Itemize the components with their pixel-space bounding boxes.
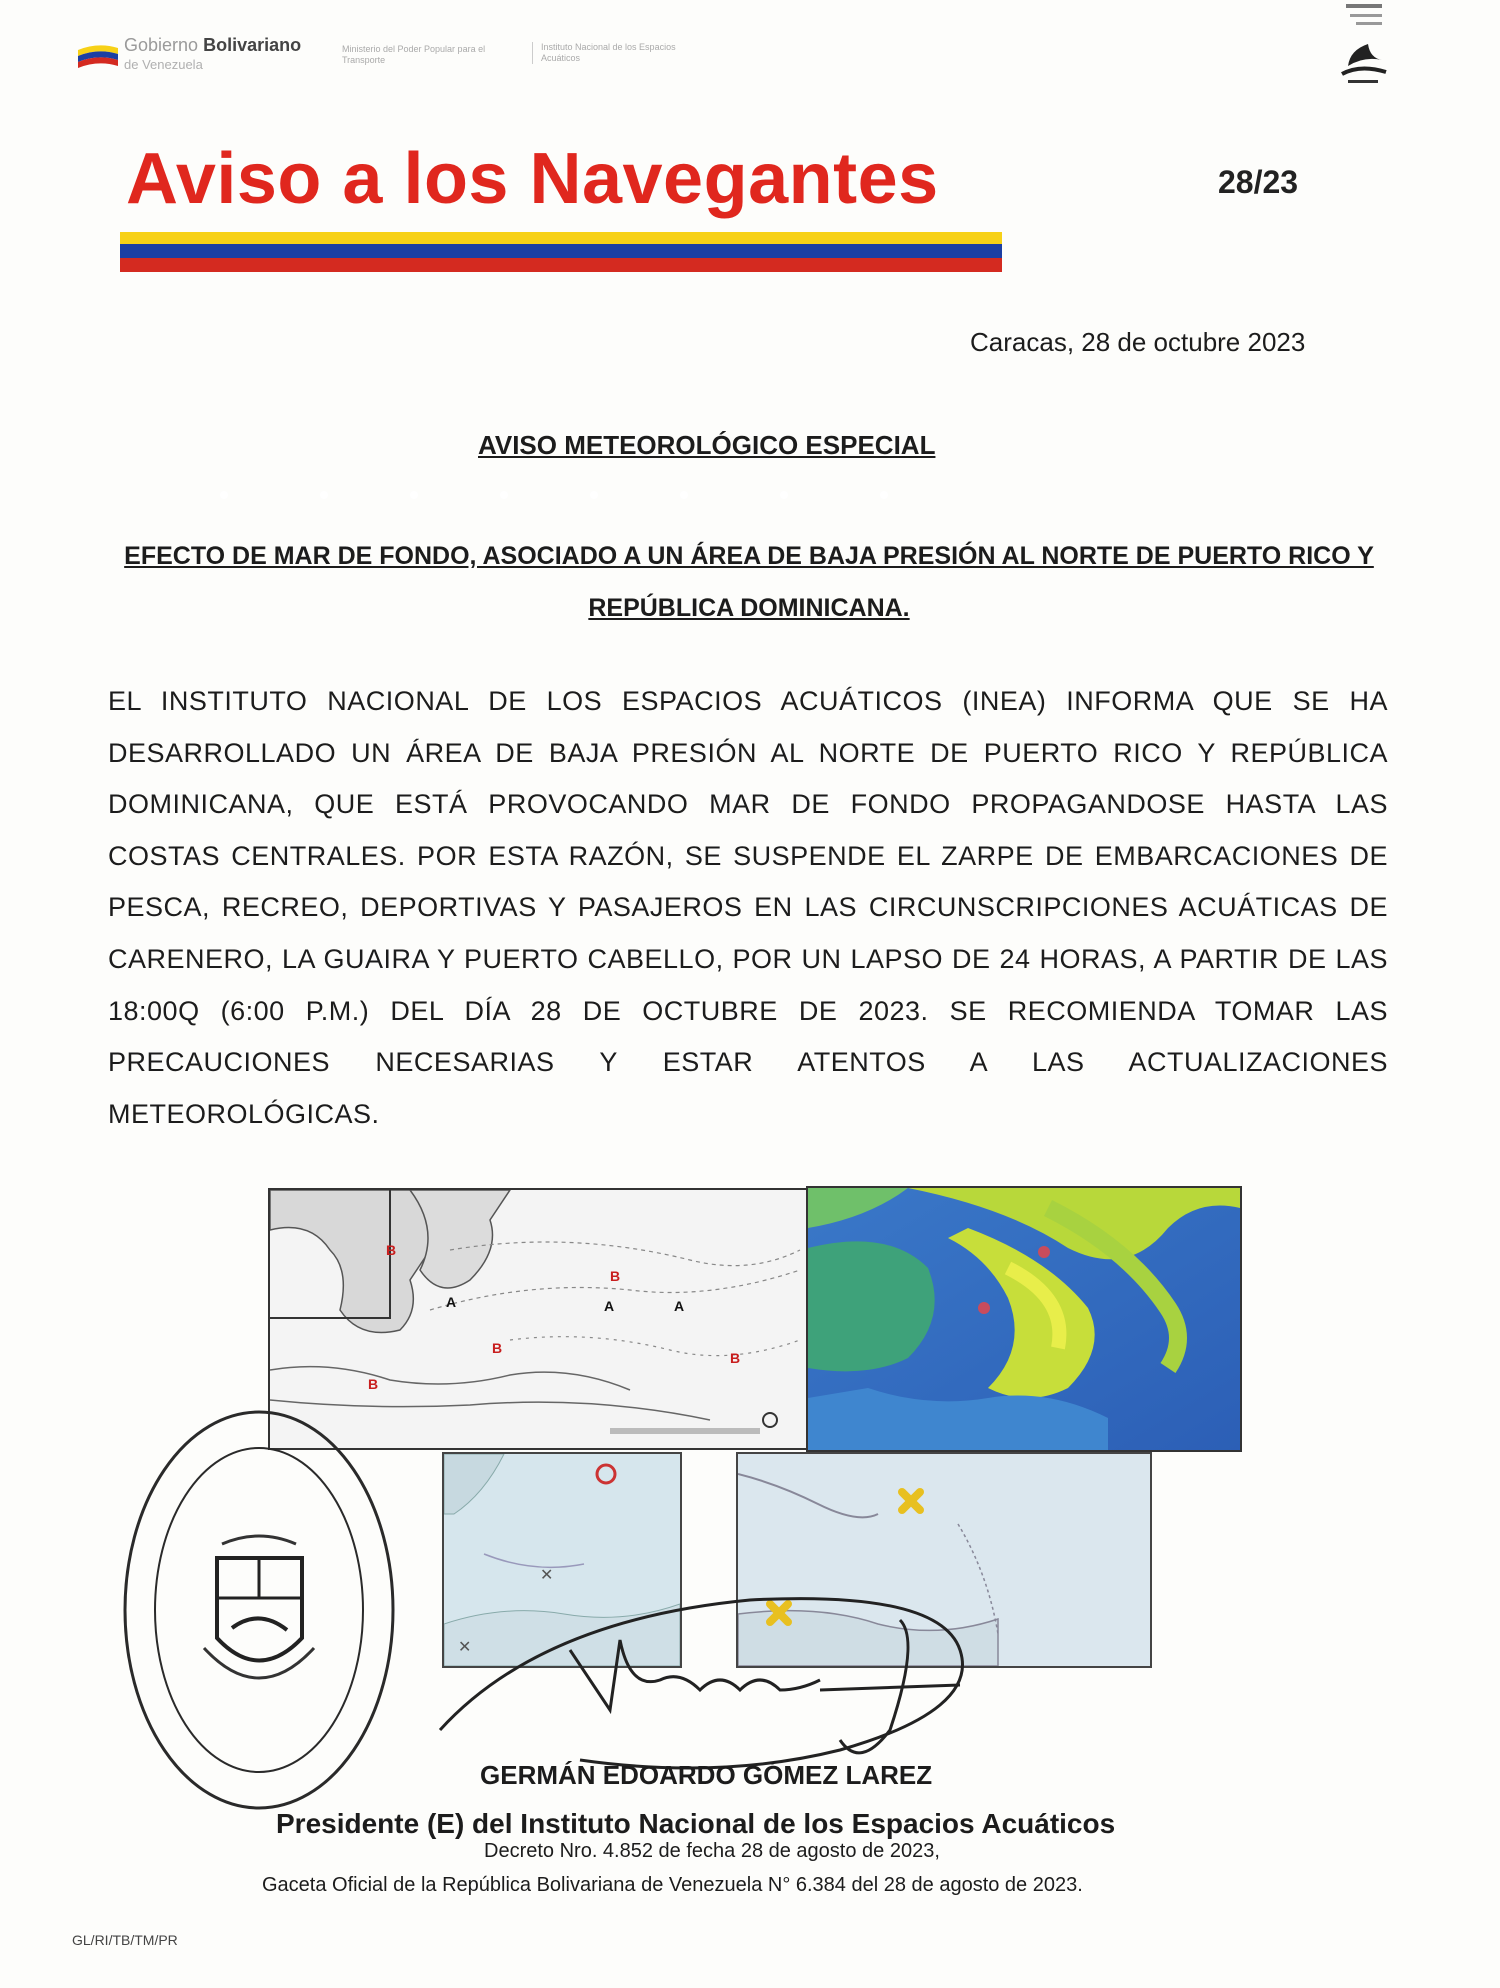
star-icon — [500, 491, 508, 499]
svg-text:✕: ✕ — [540, 1565, 554, 1584]
pressure-label: B — [610, 1268, 621, 1284]
decree-reference: Decreto Nro. 4.852 de fecha 28 de agosto de 2023, — [484, 1840, 940, 1862]
notice-date: Caracas, 28 de octubre 2023 — [970, 327, 1306, 357]
signatory-name: GERMÁN EDOARDO GÓMEZ LAREZ — [480, 1760, 933, 1790]
inea-logo-icon — [1320, 0, 1400, 92]
pressure-label: B — [492, 1340, 503, 1356]
star-icon — [220, 491, 228, 499]
star-icon — [410, 491, 418, 499]
pressure-label: B — [730, 1350, 741, 1366]
ministry-label: Ministerio del Poder Popular para el Transporte — [342, 44, 486, 65]
pressure-label: A — [446, 1294, 457, 1310]
star-icon — [320, 491, 328, 499]
handwritten-signature — [420, 1580, 1040, 1780]
venezuela-flag-emblem-icon — [76, 40, 120, 74]
pressure-label: A — [674, 1298, 685, 1314]
document-reference-code: GL/RI/TB/TM/PR — [72, 1932, 178, 1948]
signatory-role: Presidente (E) del Instituto Nacional de los Espacios Acuáticos — [276, 1808, 1116, 1839]
official-seal-stamp — [122, 1408, 396, 1812]
flag-stripe-blue — [120, 244, 1002, 258]
wave-model-map — [806, 1186, 1242, 1452]
institute-label: Instituto Nacional de los Espacios Acuáticos — [532, 42, 701, 64]
notice-body: EL INSTITUTO NACIONAL DE LOS ESPACIOS ACUÁTICOS (INEA) INFORMA QUE SE HA DESARROLLADO UN ÁREA DE BAJA PRESIÓN AL NORTE DE PUERTO RICO Y REPÚBLICA DOMINICANA, QUE ESTÁ PROVOCANDO MAR DE FONDO PROPAGANDOSE HASTA LAS COSTAS CENTRALES. POR ESTA RAZÓN, SE SUSPENDE EL ZARPE DE EMBARCACIONES DE PESCA, RECREO, DEPORTIVAS Y PASAJEROS EN LAS CIRCUNSCRIPCIONES ACUÁTICAS DE CARENERO, LA GUAIRA Y PUERTO CABELLO, POR UN LAPSO DE 24 HORAS, A PARTIR DE LAS 18:00Q (6:00 P.M.) DEL DÍA 28 DE OCTUBRE DE 2023. SE RECOMIENDA TOMAR LAS PRECAUCIONES NECESARIAS Y ESTAR ATENTOS A LAS ACTUALIZACIONES METEOROLÓGICAS. — [108, 686, 1388, 1129]
notice-title: Aviso a los Navegantes — [126, 139, 939, 219]
star-icon — [880, 491, 888, 499]
wave-model-graphic — [808, 1188, 1240, 1450]
star-icon — [780, 491, 788, 499]
flag-stripe-yellow — [120, 232, 1002, 244]
government-logo-text: Gobierno Bolivariano de Venezuela — [124, 35, 302, 72]
gazette-reference: Gaceta Oficial de la República Bolivariana de Venezuela N° 6.384 del 28 de agosto de 2023. — [262, 1874, 1083, 1896]
notice-heading: AVISO METEOROLÓGICO ESPECIAL — [478, 430, 936, 460]
svg-text:✕: ✕ — [458, 1637, 472, 1656]
pressure-label: B — [386, 1242, 397, 1258]
star-icon — [590, 491, 598, 499]
pressure-label: B — [368, 1376, 379, 1392]
notice-subject: EFECTO DE MAR DE FONDO, ASOCIADO A UN ÁREA DE BAJA PRESIÓN AL NORTE DE PUERTO RICO Y REPÚBLICA DOMINICANA. — [124, 542, 1374, 622]
pressure-label: A — [604, 1298, 615, 1314]
notice-number: 28/23 — [1218, 164, 1299, 200]
star-icon — [680, 491, 688, 499]
flag-stripe-red — [120, 258, 1002, 272]
